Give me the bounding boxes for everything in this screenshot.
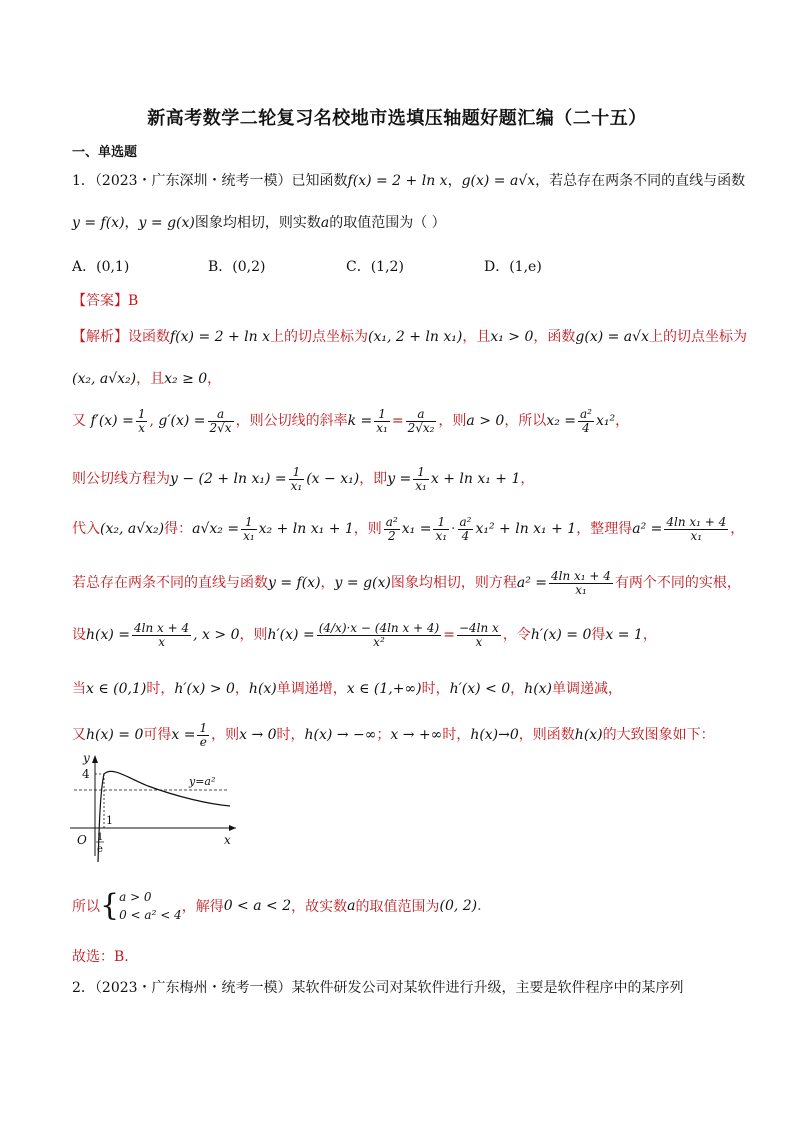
text: ，函数: [533, 329, 576, 345]
text: ，则公切线的斜率: [235, 413, 348, 430]
text: 单调递减，: [552, 681, 623, 697]
math: (0, 2): [439, 898, 478, 914]
fraction: $\frac{\text{a²}}{2}$: [385, 515, 398, 543]
text: ，: [642, 627, 657, 644]
math: g′(x) =: [158, 413, 206, 430]
math: (x − x₁): [306, 471, 360, 488]
text: 若总存在两条不同的直线与函数: [72, 575, 268, 592]
fraction: $\frac{\text{a²}}{4}$: [580, 407, 592, 435]
math: h(x): [574, 727, 603, 744]
y-axis-label: y: [83, 752, 90, 765]
math: h′(x) =: [267, 627, 315, 644]
q2-stem: 2．（2023・广东梅州・统考一模）某软件研发公司对某软件进行升级，主要是软件程序中的某序列: [72, 980, 684, 996]
text: 的取值范围为: [355, 899, 440, 915]
text: ，解得: [181, 899, 224, 915]
q1-stem-prefix: 1．（2023・广东深圳・统考一模）已知函数: [72, 173, 348, 189]
fraction: $\frac{1}{e}$: [199, 721, 208, 749]
x-one-label: 1: [106, 814, 113, 827]
math: x₁ > 0: [490, 329, 534, 345]
function-graph: [68, 752, 248, 864]
analysis-line-4: [72, 466, 534, 492]
q1-stem-suffix: ，若总存在两条不同的直线与函数: [535, 173, 746, 189]
analysis-line-2: [72, 368, 221, 388]
root-numerator: 1: [97, 832, 104, 843]
text: 可得: [143, 727, 172, 744]
analysis-line-1: [72, 326, 747, 346]
text: 所以: [72, 899, 100, 915]
text: 则公切线方程为: [72, 471, 170, 488]
math: h(x) → −∞: [304, 727, 377, 744]
conclusion: 故选：B.: [72, 949, 129, 965]
math: x → 0: [239, 727, 277, 744]
text: 时，: [146, 681, 175, 697]
analysis-line-9: [72, 722, 715, 748]
text: 又: [72, 413, 86, 430]
text: ，: [207, 371, 222, 387]
text: 又: [72, 727, 86, 744]
fraction: $\frac{1}{\text{x₁}}$: [290, 465, 303, 493]
text: 得：: [164, 521, 193, 538]
fraction: $\frac{\text{4ln x₁ + 4}}{\text{x₁}}$: [666, 515, 727, 543]
text: ，则函数: [518, 727, 575, 744]
text: .: [477, 898, 482, 914]
answer-line: [72, 290, 138, 310]
analysis-label: 【解析】: [72, 329, 128, 345]
q1-stem-line-2: y = f(x)，y = g(x)图象均相切，则实数a的取值范围为（ ）: [72, 215, 446, 231]
fraction: $\frac{\text{a²}}{4}$: [459, 515, 472, 543]
origin-label: O: [77, 833, 87, 847]
text: 代入: [72, 521, 100, 538]
math: y = g(x): [334, 575, 391, 592]
math: , x > 0: [193, 627, 240, 644]
text: 图象均相切，则方程: [390, 575, 517, 592]
math: a² =: [632, 521, 663, 538]
section-heading: 一、单选题: [72, 145, 138, 160]
math: h′(x) = 0: [530, 627, 592, 644]
text: ，: [510, 681, 525, 697]
option-a: A．(0,1): [72, 259, 130, 275]
analysis-line-8: 当x ∈ (0,1)时，h′(x) > 0，h(x)单调递增，x ∈ (1,+∞)时，h′(x) < 0，h(x)单调递减，: [72, 681, 623, 697]
math: x₂ =: [546, 413, 577, 430]
y-axis-arrow-icon: [92, 755, 98, 763]
q1-stem-f: f(x) = 2 + ln x: [347, 173, 448, 189]
analysis-line-6: 若总存在两条不同的直线与函数y = f(x)，y = g(x)图象均相切，则方程a² = $\frac{\text{4ln x₁ + 4}}{\text{x₁}}$ 有两个不同的实根，: [72, 569, 741, 597]
text: ，即: [359, 471, 388, 488]
math: g(x) = a√x: [575, 329, 649, 345]
q1-stem-tail: 的取值范围为（ ）: [329, 215, 446, 231]
condition-system: [119, 888, 182, 924]
answer-value: B: [128, 293, 139, 309]
text: 单调递增，: [276, 681, 347, 697]
text: ，则: [353, 521, 382, 538]
math: x + ln x₁ + 1: [430, 471, 521, 488]
q1-stem-a: a: [320, 215, 330, 231]
math: x = 1: [605, 627, 643, 644]
root-denominator: e: [97, 844, 103, 855]
text: ，且: [462, 329, 491, 345]
text: ，则: [438, 413, 467, 430]
math: h(x): [248, 681, 277, 697]
text: ，: [520, 471, 535, 488]
math: x ∈ (1,+∞): [346, 681, 422, 697]
option-d: D．(1,e): [484, 259, 542, 275]
math: x ∈ (0,1): [86, 681, 147, 697]
text: ，令: [502, 627, 531, 644]
analysis-line-10: [72, 888, 482, 924]
condition-1: a > 0: [119, 890, 152, 904]
text: ，整理得: [576, 521, 633, 538]
x-axis-label: x: [224, 833, 231, 847]
math: y − (2 + ln x₁) =: [170, 471, 287, 488]
fraction: $\frac{1}{\text{x₁}}$: [376, 407, 388, 435]
peak-value-label: 4: [82, 767, 90, 781]
x-axis-arrow-icon: [229, 825, 236, 831]
math: h(x): [524, 681, 553, 697]
math: f(x) = 2 + ln x: [170, 329, 271, 345]
math: h′(x) > 0: [174, 681, 235, 697]
text: ，则: [211, 727, 240, 744]
math: (x₂, a√x₂): [100, 521, 165, 538]
math: x₁ =: [401, 521, 432, 538]
fraction: $\frac{1}{\text{x₁}}$: [415, 465, 427, 493]
level-line-label: y=a²: [189, 775, 216, 788]
math: x₂ ≥ 0: [164, 371, 208, 387]
math: a² =: [516, 575, 548, 592]
math: x₂ + ln x₁ + 1: [258, 521, 354, 538]
math: h(x) =: [86, 627, 131, 644]
fraction: $\frac{1}{\text{x₁}}$: [243, 515, 255, 543]
system-brace: {: [100, 888, 120, 923]
text: ，所以: [504, 413, 547, 430]
text: ，: [730, 521, 745, 538]
text: 得: [591, 627, 606, 644]
text: ，且: [136, 371, 165, 387]
text: 的大致图象如下：: [602, 727, 715, 744]
q1-stem-mid: 图象均相切，则实数: [194, 215, 321, 231]
math: a: [347, 898, 356, 914]
text: 上的切点坐标为: [648, 329, 747, 345]
math: x → +∞: [390, 727, 443, 744]
math: h(x) = 0: [86, 727, 144, 744]
math: h(x)→0: [470, 727, 519, 744]
text: 当: [72, 681, 86, 697]
text: ，故实数: [291, 899, 348, 915]
math: k =: [347, 413, 373, 430]
text: 上的切点坐标为: [270, 329, 369, 345]
option-b: B．(0,2): [208, 259, 266, 275]
fraction: $\frac{a}{2√x}$: [209, 407, 232, 435]
math: x =: [171, 727, 196, 744]
math: a√x₂ =: [192, 521, 240, 538]
analysis-line-5: 代入(x₂, a√x₂)得：a√x₂ = $\frac{1}{\text{x₁}}$ x₂ + ln x₁ + 1，则 $\frac{\text{a²}}{2}$ x₁ = $\frac{1}{\text{x₁}}$ · $\frac{\text{a²}}{4}$ x₁² + ln x₁ + 1，整理得a² = $\frac{\text{4ln x₁ + 4}}{\text{x₁}}$ ，: [72, 515, 745, 543]
text: ；: [376, 727, 391, 744]
fraction: $\frac{1}{x}$: [137, 407, 146, 435]
text: 有两个不同的实根，: [614, 575, 741, 592]
page-title: 新高考数学二轮复习名校地市选填压轴题好题汇编（二十五）: [147, 108, 647, 129]
text: 时，: [442, 727, 471, 744]
analysis-line-3: 又 f′(x) = $\frac{1}{x}$ , g′(x) = $\frac{a}{2√x}$ ，则公切线的斜率k = $\frac{1}{\text{x₁}}$ = $\frac{a}{\text{2√x₂}}$ ，则a > 0，所以x₂ = $\frac{\text{a²}}{4}$ x₁²，: [72, 407, 630, 435]
math: y = f(x): [268, 575, 321, 592]
text: 设函数: [128, 329, 170, 345]
fraction: $\frac{\text{4ln x + 4}}{x}$: [134, 621, 190, 649]
math: a > 0: [466, 413, 505, 430]
fraction: $\frac{1}{\text{x₁}}$: [435, 515, 448, 543]
math: f′(x) =: [90, 413, 134, 430]
analysis-line-7: 设h(x) = $\frac{\text{4ln x + 4}}{x}$ , x > 0，则h′(x) = $\frac{\text{(4/x)·x − (4ln x + 4)}}{\text{x²}}$ = $\frac{\text{−4ln x}}{x}$ ，令h′(x) = 0得x = 1，: [72, 621, 657, 649]
condition-2: 0 < a² < 4: [119, 908, 182, 922]
text: ，: [615, 413, 630, 430]
fraction: $\frac{\text{−4ln x}}{x}$: [458, 621, 499, 649]
math: y =: [387, 471, 412, 488]
answer-label: 【答案】: [72, 293, 128, 309]
math: x₁² + ln x₁ + 1: [475, 521, 577, 538]
q1-stem-yg: y = g(x): [138, 215, 195, 231]
q1-stem-line-1: 1．（2023・广东深圳・统考一模）已知函数f(x) = 2 + ln x，g(x) = a√x，若总存在两条不同的直线与函数: [72, 173, 746, 189]
math: 0 < a < 2: [223, 898, 292, 914]
text: 时，: [421, 681, 450, 697]
math: (x₂, a√x₂): [72, 371, 137, 387]
fraction: $\frac{\text{(4/x)·x − (4ln x + 4)}}{\text{x²}}$: [318, 621, 440, 649]
q1-stem-g: g(x) = a√x: [461, 173, 536, 189]
q1-stem-yf: y = f(x): [72, 215, 125, 231]
math: (x₁, 2 + ln x₁): [368, 329, 463, 345]
text: 时，: [276, 727, 305, 744]
option-c: C．(1,2): [346, 259, 404, 275]
fraction: $\frac{\text{4ln x₁ + 4}}{\text{x₁}}$: [551, 569, 611, 597]
math: h′(x) < 0: [449, 681, 511, 697]
fraction: $\frac{a}{\text{2√x₂}}$: [407, 407, 435, 435]
text: ，则: [239, 627, 268, 644]
text: 设: [72, 627, 86, 644]
